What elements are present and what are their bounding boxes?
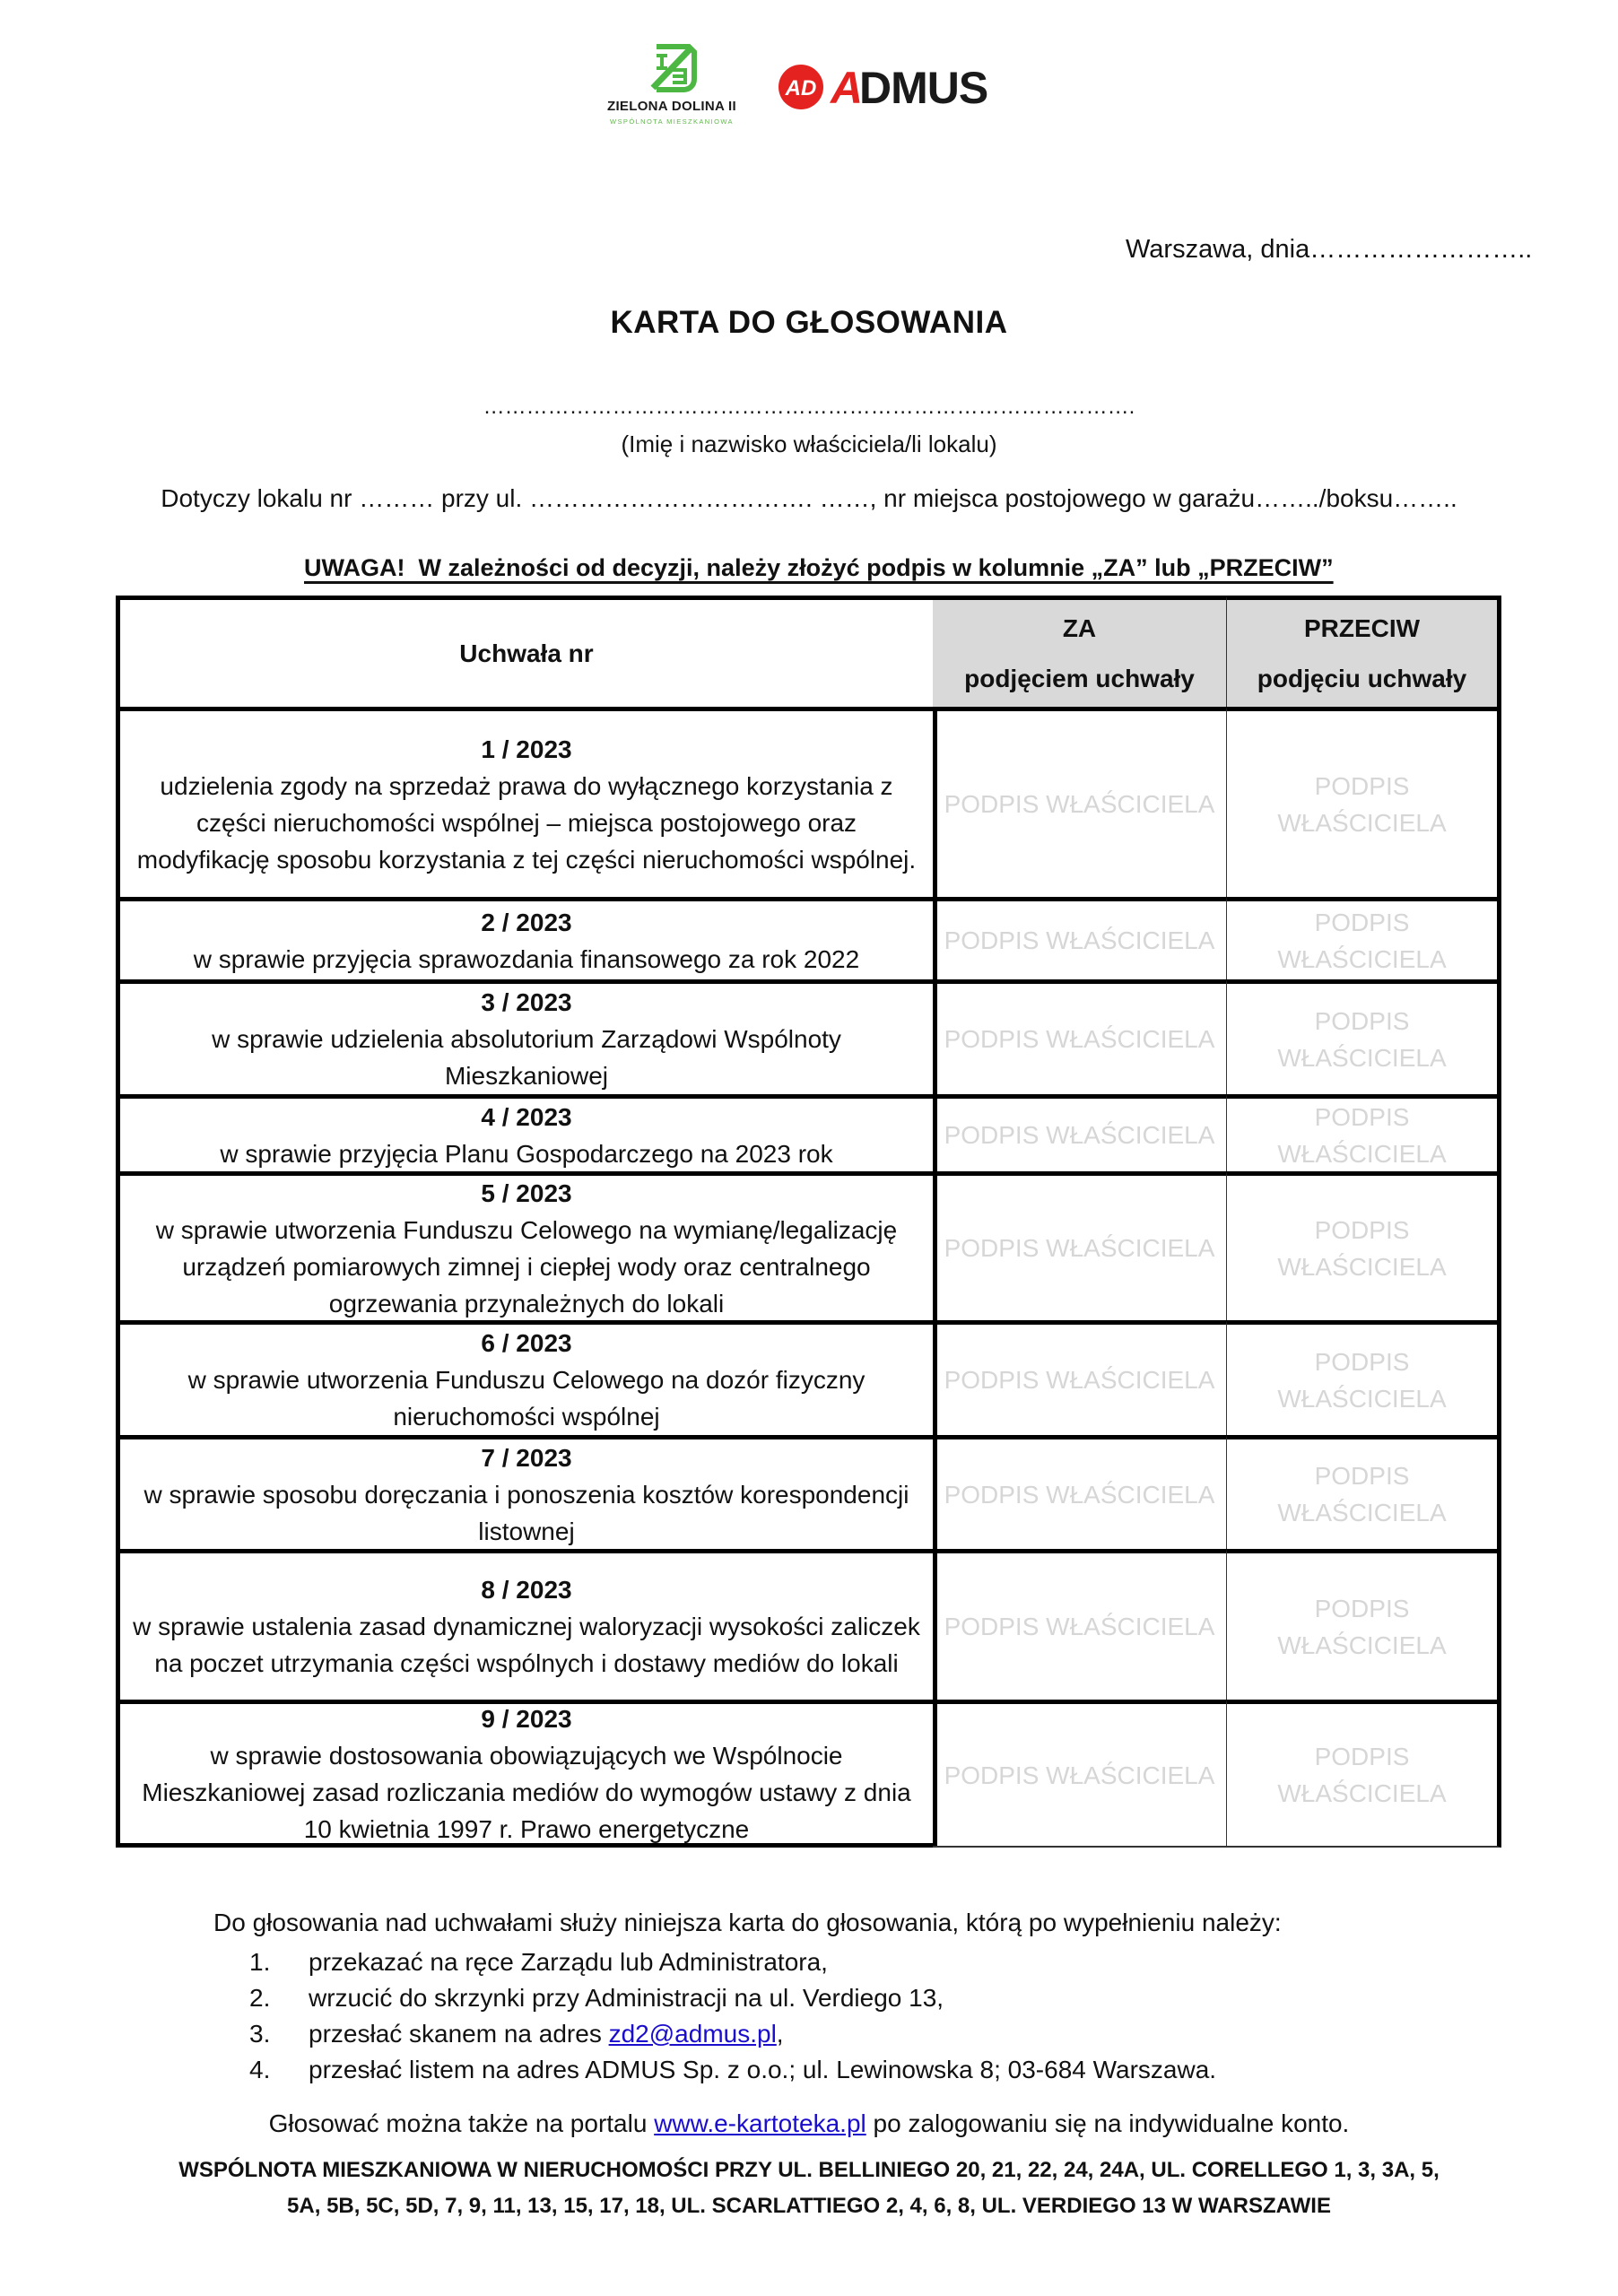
header-against-label: PRZECIW	[1303, 614, 1421, 643]
signature-for-cell[interactable]	[933, 1700, 1227, 1848]
signature-for-cell[interactable]	[933, 897, 1227, 979]
svg-text:A: A	[831, 63, 864, 111]
signature-placeholder: PODPIS WŁAŚCICIELA	[944, 1234, 1215, 1262]
list-item: 1. przekazać na ręce Zarządu lub Administratora,	[249, 1948, 828, 1976]
date-field[interactable]: Warszawa, dnia……………………..	[1126, 235, 1533, 264]
table-row-resolution	[116, 707, 937, 897]
signature-placeholder: PODPIS WŁAŚCICIELA	[1277, 1006, 1447, 1072]
signature-placeholder: PODPIS WŁAŚCICIELA	[1277, 771, 1447, 837]
list-item: 4. przesłać listem na adres ADMUS Sp. z o.o.; ul. Lewinowska 8; 03-684 Warszawa.	[249, 2056, 1217, 2083]
table-row-resolution	[116, 979, 937, 1094]
list-item: 2. wrzucić do skrzynki przy Administracji na ul. Verdiego 13,	[249, 1984, 944, 2012]
header-against	[1227, 596, 1501, 707]
resolution-text: w sprawie utworzenia Funduszu Celowego na wymianę/legalizację urządzeń pomiarowych zimnej i ciepłej wody oraz centralnego ogrzewania przynależnych do lokali	[155, 1215, 898, 1318]
resolution-number: 7 / 2023	[481, 1443, 572, 1472]
table-row-resolution	[116, 1435, 937, 1549]
signature-placeholder: PODPIS WŁAŚCICIELA	[944, 1025, 1215, 1053]
portal-link[interactable]: www.e-kartoteka.pl	[654, 2109, 866, 2137]
svg-text:AD: AD	[785, 76, 817, 100]
signature-placeholder: PODPIS WŁAŚCICIELA	[944, 1480, 1215, 1509]
signature-against-cell[interactable]	[1227, 1549, 1501, 1700]
signature-placeholder: PODPIS WŁAŚCICIELA	[1277, 1215, 1447, 1281]
signature-against-cell[interactable]	[1227, 1320, 1501, 1435]
resolution-text: w sprawie przyjęcia Planu Gospodarczego na 2023 rok	[220, 1139, 833, 1168]
resolution-number: 8 / 2023	[481, 1576, 572, 1604]
signature-for-cell[interactable]	[933, 1320, 1227, 1435]
signature-placeholder: PODPIS WŁAŚCICIELA	[944, 926, 1215, 954]
header-for-label: ZA	[1062, 614, 1097, 643]
header-for-sublabel: podjęciem uchwały	[964, 665, 1195, 693]
signature-for-cell[interactable]	[933, 979, 1227, 1094]
zielona-dolina-logo-subtitle: WSPÓLNOTA MIESZKANIOWA	[610, 117, 734, 126]
signature-for-cell[interactable]	[933, 707, 1227, 897]
signature-against-cell[interactable]	[1227, 1435, 1501, 1549]
zielona-dolina-logo-name: ZIELONA DOLINA II	[607, 99, 736, 114]
table-row-resolution	[116, 897, 937, 979]
signature-for-cell[interactable]	[933, 1171, 1227, 1320]
admus-logo	[777, 63, 1012, 111]
resolution-text: w sprawie utworzenia Funduszu Celowego na dozór fizyczny nieruchomości wspólnej	[187, 1366, 866, 1431]
svg-text:DMUS: DMUS	[859, 63, 988, 111]
signature-placeholder: PODPIS WŁAŚCICIELA	[1277, 1594, 1447, 1659]
signature-placeholder: PODPIS WŁAŚCICIELA	[944, 1761, 1215, 1789]
resolution-number: 1 / 2023	[481, 735, 572, 763]
table-row-resolution	[116, 1094, 937, 1171]
signature-against-cell[interactable]	[1227, 897, 1501, 979]
signature-placeholder: PODPIS WŁAŚCICIELA	[1277, 1462, 1447, 1526]
footer-instructions-intro: Do głosowania nad uchwałami służy niniejsza karta do głosowania, którą po wypełnieniu należy:	[213, 1909, 1282, 1936]
table-row-resolution	[116, 1549, 937, 1700]
signature-placeholder: PODPIS WŁAŚCICIELA	[1277, 1347, 1447, 1413]
resolution-text: w sprawie sposobu doręczania i ponoszenia kosztów korespondencji listownej	[144, 1480, 909, 1545]
header-resolution-label: Uchwała nr	[459, 639, 594, 667]
table-row-resolution	[116, 1171, 937, 1320]
resolution-text: w sprawie ustalenia zasad dynamicznej waloryzacji wysokości zaliczek na poczet utrzymania części wspólnych i dostawy mediów do lokali	[133, 1613, 920, 1677]
resolution-number: 5 / 2023	[481, 1178, 572, 1207]
signature-placeholder: PODPIS WŁAŚCICIELA	[944, 790, 1215, 818]
signature-against-cell[interactable]	[1227, 1094, 1501, 1171]
resolution-text: w sprawie udzielenia absolutorium Zarządowi Wspólnoty Mieszkaniowej	[212, 1025, 841, 1090]
signature-for-cell[interactable]	[933, 1094, 1227, 1171]
resolution-number: 2 / 2023	[481, 908, 572, 936]
header-against-sublabel: podjęciu uchwały	[1257, 665, 1467, 693]
signature-against-cell[interactable]	[1227, 1700, 1501, 1848]
signature-placeholder: PODPIS WŁAŚCICIELA	[944, 1366, 1215, 1394]
resolution-number: 4 / 2023	[481, 1102, 572, 1131]
voting-table	[116, 596, 1501, 1848]
header-for	[933, 596, 1227, 707]
owner-name-field[interactable]: ……………………………………………………………………………….	[483, 395, 1135, 419]
resolution-number: 6 / 2023	[481, 1329, 572, 1357]
resolution-text: w sprawie przyjęcia sprawozdania finansowego za rok 2022	[193, 944, 860, 973]
signature-for-cell[interactable]	[933, 1435, 1227, 1549]
submission-methods-list	[249, 1944, 1216, 2088]
list-item: 3. przesłać skanem na adres zd2@admus.pl,	[249, 2020, 784, 2048]
signature-against-cell[interactable]	[1227, 1171, 1501, 1320]
owner-name-caption: (Imię i nazwisko właściciela/li lokalu)	[621, 430, 997, 457]
resolution-text: w sprawie dostosowania obowiązujących we Wspólnocie Mieszkaniowej zasad rozliczania mediów do wymogów ustawy z dnia 10 kwietnia 1997 r. Prawo energetyczne	[142, 1741, 911, 1843]
table-row-resolution	[116, 1320, 937, 1435]
signature-for-cell[interactable]	[933, 1549, 1227, 1700]
signature-placeholder: PODPIS WŁAŚCICIELA	[944, 1121, 1215, 1149]
email-link[interactable]: zd2@admus.pl	[608, 2020, 777, 2048]
signature-against-cell[interactable]	[1227, 707, 1501, 897]
resolution-number: 3 / 2023	[481, 988, 572, 1016]
locale-details-field[interactable]: Dotyczy lokalu nr ……… przy ul. ……………………………. ……, nr miejsca postojowego w garażu……../boksu……..	[161, 484, 1457, 512]
voting-warning: UWAGA! W zależności od decyzji, należy złożyć podpis w kolumnie „ZA” lub „PRZECIW”	[304, 554, 1334, 581]
portal-note: Głosować można także na portalu www.e-kartoteka.pl po zalogowaniu się na indywidualne konto.	[268, 2109, 1350, 2137]
signature-against-cell[interactable]	[1227, 979, 1501, 1094]
signature-placeholder: PODPIS WŁAŚCICIELA	[944, 1613, 1215, 1640]
signature-placeholder: PODPIS WŁAŚCICIELA	[1277, 1102, 1447, 1168]
resolution-number: 9 / 2023	[481, 1704, 572, 1733]
community-address: WSPÓLNOTA MIESZKANIOWA W NIERUCHOMOŚCI PRZY UL. BELLINIEGO 20, 21, 22, 24, 24A, UL. CORELLEGO 1, 3, 3A, 5, 5A, 5B, 5C, 5D, 7, 9, 11, 13, 15, 17, 18, UL. SCARLATTIEGO 2, 4, 6, 8, UL. VERDIEGO 13 W WARSZAWIE	[178, 2158, 1440, 2218]
signature-placeholder: PODPIS WŁAŚCICIELA	[1277, 908, 1447, 973]
table-row-resolution	[116, 1700, 937, 1848]
resolution-text: udzielenia zgody na sprzedaż prawa do wyłącznego korzystania z części nieruchomości wspólnej – miejsca postojowego oraz modyfikację sposobu korzystania z tej części nieruchomości wspólnej.	[136, 771, 917, 874]
page-title: KARTA DO GŁOSOWANIA	[610, 305, 1008, 340]
header-resolution	[116, 596, 937, 707]
signature-placeholder: PODPIS WŁAŚCICIELA	[1277, 1743, 1447, 1807]
zielona-dolina-logo-icon	[644, 43, 700, 93]
